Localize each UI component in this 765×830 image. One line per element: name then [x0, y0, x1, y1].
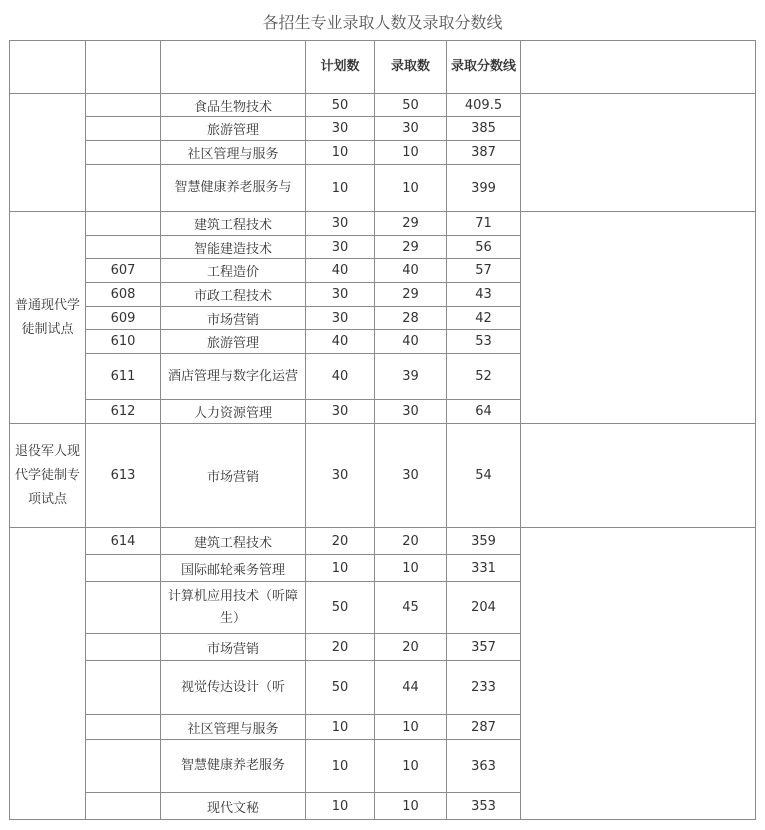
- plan-cell: 10: [306, 141, 375, 165]
- header-note: [521, 41, 756, 94]
- plan-cell: 20: [306, 634, 375, 661]
- plan-cell: 50: [306, 661, 375, 715]
- admitted-cell: 40: [375, 330, 447, 354]
- score-cell: 287: [447, 715, 521, 740]
- major-cell: 社区管理与服务: [161, 141, 306, 165]
- code-cell: 607: [86, 259, 161, 283]
- table-row: [10, 212, 756, 236]
- plan-cell: 30: [306, 283, 375, 307]
- major-cell: 视觉传达设计（听: [161, 661, 306, 715]
- plan-cell: 30: [306, 212, 375, 236]
- major-cell: 建筑工程技术: [161, 528, 306, 555]
- plan-cell: 10: [306, 715, 375, 740]
- major-cell: 旅游管理: [161, 117, 306, 141]
- plan-cell: 30: [306, 117, 375, 141]
- plan-cell: 10: [306, 165, 375, 212]
- score-cell: 359: [447, 528, 521, 555]
- admitted-cell: 30: [375, 117, 447, 141]
- code-cell: [86, 555, 161, 582]
- admitted-cell: 10: [375, 740, 447, 793]
- admitted-cell: 40: [375, 259, 447, 283]
- plan-cell: 30: [306, 236, 375, 259]
- major-cell: 计算机应用技术（听障生）: [161, 582, 306, 634]
- score-cell: 43: [447, 283, 521, 307]
- score-cell: 52: [447, 354, 521, 400]
- score-cell: 357: [447, 634, 521, 661]
- admitted-cell: 30: [375, 424, 447, 528]
- admitted-cell: 10: [375, 715, 447, 740]
- code-cell: 611: [86, 354, 161, 400]
- score-cell: 385: [447, 117, 521, 141]
- code-cell: 610: [86, 330, 161, 354]
- admitted-cell: 20: [375, 528, 447, 555]
- major-cell: 市场营销: [161, 634, 306, 661]
- code-cell: [86, 141, 161, 165]
- code-cell: 608: [86, 283, 161, 307]
- header-code: [86, 41, 161, 94]
- note-cell: [521, 424, 756, 528]
- code-cell: 609: [86, 307, 161, 330]
- code-cell: [86, 582, 161, 634]
- code-cell: 612: [86, 400, 161, 424]
- major-cell: 建筑工程技术: [161, 212, 306, 236]
- code-cell: [86, 94, 161, 117]
- score-cell: 42: [447, 307, 521, 330]
- major-cell: 人力资源管理: [161, 400, 306, 424]
- score-cell: 53: [447, 330, 521, 354]
- plan-cell: 40: [306, 354, 375, 400]
- plan-cell: 50: [306, 582, 375, 634]
- code-cell: 614: [86, 528, 161, 555]
- admitted-cell: 10: [375, 793, 447, 820]
- major-cell: 智慧健康养老服务: [161, 740, 306, 793]
- admitted-cell: 45: [375, 582, 447, 634]
- header-score: 录取分数线: [447, 41, 521, 94]
- major-cell: 市场营销: [161, 307, 306, 330]
- score-cell: 56: [447, 236, 521, 259]
- major-cell: 智能建造技术: [161, 236, 306, 259]
- header-admitted: 录取数: [375, 41, 447, 94]
- admitted-cell: 44: [375, 661, 447, 715]
- major-cell: 食品生物技术: [161, 94, 306, 117]
- score-cell: 399: [447, 165, 521, 212]
- major-cell: 市政工程技术: [161, 283, 306, 307]
- header-row: [10, 41, 756, 94]
- major-cell: 社区管理与服务: [161, 715, 306, 740]
- score-cell: 387: [447, 141, 521, 165]
- score-cell: 363: [447, 740, 521, 793]
- score-cell: 64: [447, 400, 521, 424]
- code-cell: 613: [86, 424, 161, 528]
- code-cell: [86, 236, 161, 259]
- major-cell: 智慧健康养老服务与: [161, 165, 306, 212]
- major-cell: 酒店管理与数字化运营: [161, 354, 306, 400]
- admitted-cell: 10: [375, 165, 447, 212]
- note-cell: [521, 94, 756, 212]
- admitted-cell: 29: [375, 283, 447, 307]
- score-cell: 409.5: [447, 94, 521, 117]
- admitted-cell: 29: [375, 236, 447, 259]
- table-row: [10, 94, 756, 117]
- code-cell: [86, 715, 161, 740]
- admitted-cell: 28: [375, 307, 447, 330]
- plan-cell: 30: [306, 307, 375, 330]
- table-row: [10, 424, 756, 528]
- score-cell: 71: [447, 212, 521, 236]
- admitted-cell: 30: [375, 400, 447, 424]
- code-cell: [86, 793, 161, 820]
- code-cell: [86, 740, 161, 793]
- code-cell: [86, 212, 161, 236]
- admitted-cell: 29: [375, 212, 447, 236]
- admitted-cell: 10: [375, 555, 447, 582]
- code-cell: [86, 661, 161, 715]
- score-cell: 331: [447, 555, 521, 582]
- score-cell: 233: [447, 661, 521, 715]
- admitted-cell: 20: [375, 634, 447, 661]
- plan-cell: 40: [306, 259, 375, 283]
- plan-cell: 10: [306, 740, 375, 793]
- admitted-cell: 10: [375, 141, 447, 165]
- major-cell: 工程造价: [161, 259, 306, 283]
- category-cell: [10, 528, 86, 820]
- major-cell: 现代文秘: [161, 793, 306, 820]
- plan-cell: 30: [306, 400, 375, 424]
- major-cell: 旅游管理: [161, 330, 306, 354]
- major-cell: 市场营销: [161, 424, 306, 528]
- category-cell: [10, 94, 86, 212]
- code-cell: [86, 634, 161, 661]
- code-cell: [86, 165, 161, 212]
- header-plan: 计划数: [306, 41, 375, 94]
- note-cell: [521, 528, 756, 820]
- table-row: [10, 528, 756, 555]
- score-cell: 57: [447, 259, 521, 283]
- plan-cell: 20: [306, 528, 375, 555]
- category-cell: 退役军人现代学徒制专项试点: [10, 424, 86, 528]
- code-cell: [86, 117, 161, 141]
- category-cell: 普通现代学徒制试点: [10, 212, 86, 424]
- page-title: 各招生专业录取人数及录取分数线: [262, 13, 503, 32]
- note-cell: [521, 212, 756, 424]
- plan-cell: 30: [306, 424, 375, 528]
- plan-cell: 50: [306, 94, 375, 117]
- header-category: [10, 41, 86, 94]
- admitted-cell: 50: [375, 94, 447, 117]
- admitted-cell: 39: [375, 354, 447, 400]
- score-cell: 353: [447, 793, 521, 820]
- admission-table: [9, 40, 756, 820]
- header-major: [161, 41, 306, 94]
- major-cell: 国际邮轮乘务管理: [161, 555, 306, 582]
- score-cell: 54: [447, 424, 521, 528]
- score-cell: 204: [447, 582, 521, 634]
- plan-cell: 40: [306, 330, 375, 354]
- plan-cell: 10: [306, 793, 375, 820]
- plan-cell: 10: [306, 555, 375, 582]
